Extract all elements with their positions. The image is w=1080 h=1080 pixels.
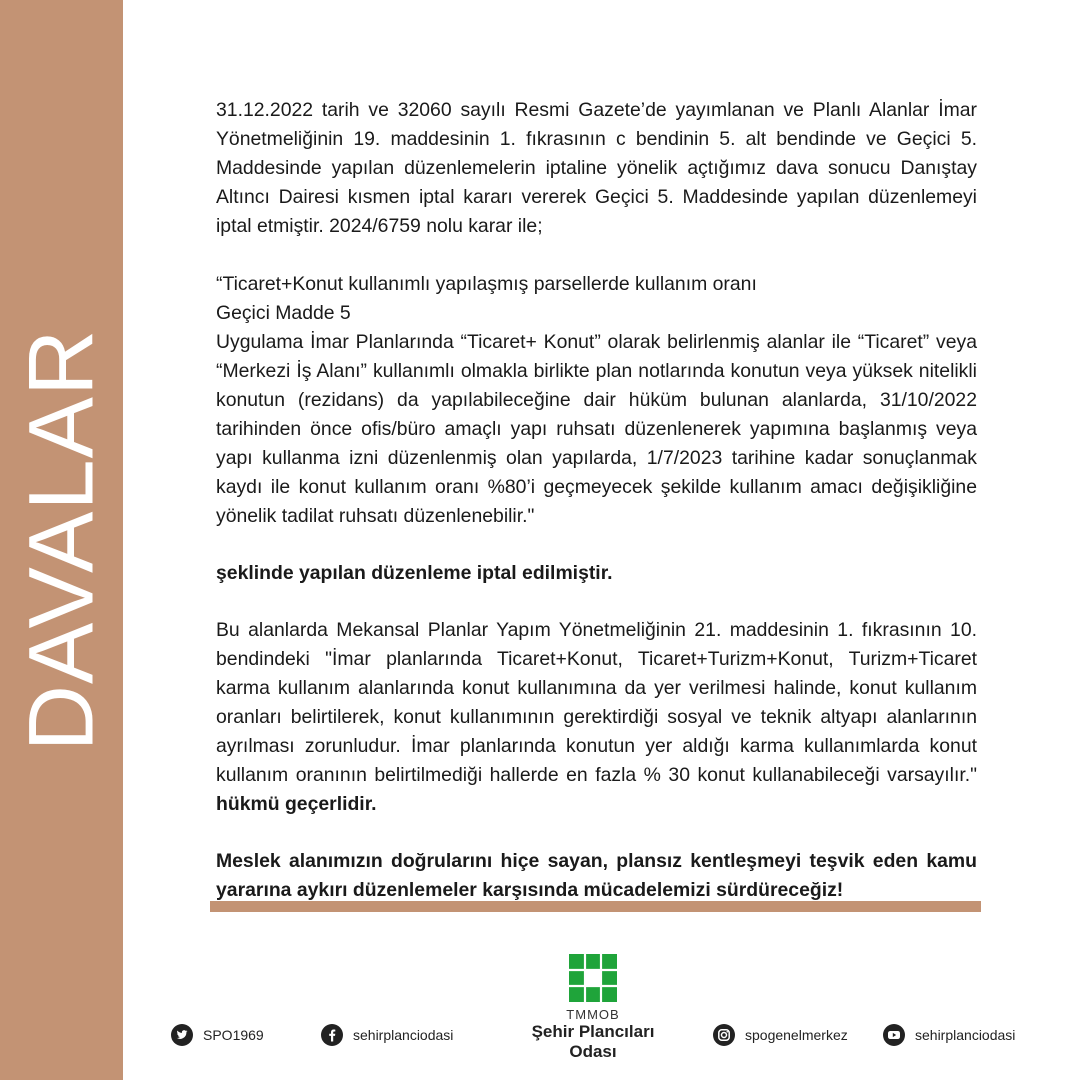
twitter-icon <box>171 1024 193 1046</box>
youtube-link[interactable] <box>883 1024 1015 1046</box>
instagram-handle: spogenelmerkez <box>745 1027 848 1043</box>
youtube-icon <box>883 1024 905 1046</box>
decision-statement: şeklinde yapılan düzenleme iptal edilmiştir. <box>216 562 613 584</box>
current-rule-emphasis: hükmü geçerlidir. <box>216 793 377 815</box>
instagram-icon <box>713 1024 735 1046</box>
youtube-handle: sehirplanciodasi <box>915 1027 1016 1043</box>
instagram-link[interactable] <box>713 1024 848 1046</box>
org-name: Şehir Plancıları Odası <box>531 1022 655 1061</box>
facebook-link[interactable] <box>321 1024 453 1046</box>
twitter-handle: SPO1969 <box>203 1027 264 1043</box>
quote-subtitle: Geçici Madde 5 <box>216 302 351 324</box>
facebook-handle: sehirplanciodasi <box>353 1027 454 1043</box>
intro-paragraph: 31.12.2022 tarih ve 32060 sayılı Resmi Gazete’de yayımlanan ve Planlı Alanlar İmar Yönetmeliğinin 19. maddesinin 1. fıkrasının c bendinin 5. alt bendinde ve Geçici 5. Maddesinde yapılan düzenlemelerin iptaline yönelik açtığımız dava sonucu Danıştay Altıncı Dairesi kısmen iptal kararı vererek Geçici 5. Maddesinde yapılan düzenlemeyi iptal etmiştir. 2024/6759 nolu karar ile; <box>216 99 977 237</box>
sidebar-title: DAVALAR <box>10 328 113 752</box>
quote-title: “Ticaret+Konut kullanımlı yapılaşmış parsellerde kullanım oranı <box>216 273 757 295</box>
current-rule-text: Bu alanlarda Mekansal Planlar Yapım Yönetmeliğinin 21. maddesinin 1. fıkrasının 10. bendindeki "İmar planlarında Ticaret+Konut, Ticaret+Turizm+Konut, Turizm+Ticaret karma kullanım alanlarında konut kullanımına da yer verilmesi halinde, konut kullanım oranları belirtilerek, konut kullanımının gerektirdiği sosyal ve teknik altyapı alanlarının ayrılması zorunludur. İmar planlarında konutun yer aldığı karma kullanımlarda konut kullanım oranının belirtilmediği hallerde en fazla % 30 konut kullanabileceği varsayılır." <box>216 619 977 786</box>
current-rule-paragraph <box>216 616 977 819</box>
closing-statement-block <box>216 847 977 905</box>
tmmob-logo-icon <box>569 954 617 1002</box>
organization-logo <box>508 954 678 1062</box>
closing-statement: Meslek alanımızın doğrularını hiçe sayan, plansız kentleşmeyi teşvik eden kamu yararına aykırı düzenlemeler karşısında mücadelemizi sürdüreceğiz! <box>216 850 977 901</box>
article-body <box>216 96 977 905</box>
quote-body: Uygulama İmar Planlarında “Ticaret+ Konut” olarak belirlenmiş alanlar ile “Ticaret” veya “Merkezi İş Alanı” kullanımlı olmakla birlikte plan notlarında konutun veya yüksek nitelikli konutun (rezidans) da yapılabileceğine dair hüküm bulunan alanlarda, 31/10/2022 tarihinden önce ofis/büro amaçlı yapı ruhsatı düzenlenerek yapımına başlanmış veya yapı kullanma izni düzenlenmiş olan yapılarda, 1/7/2023 tarihine kadar sonuçlanmak kaydı ile konut kullanım oranı %80’i geçmeyecek şekilde kullanım amacı değişikliğine yönelik tadilat ruhsatı düzenlenebilir." <box>216 331 977 527</box>
facebook-icon <box>321 1024 343 1046</box>
twitter-link[interactable] <box>171 1024 264 1046</box>
org-acronym: TMMOB <box>566 1007 620 1022</box>
sidebar <box>0 0 123 1080</box>
